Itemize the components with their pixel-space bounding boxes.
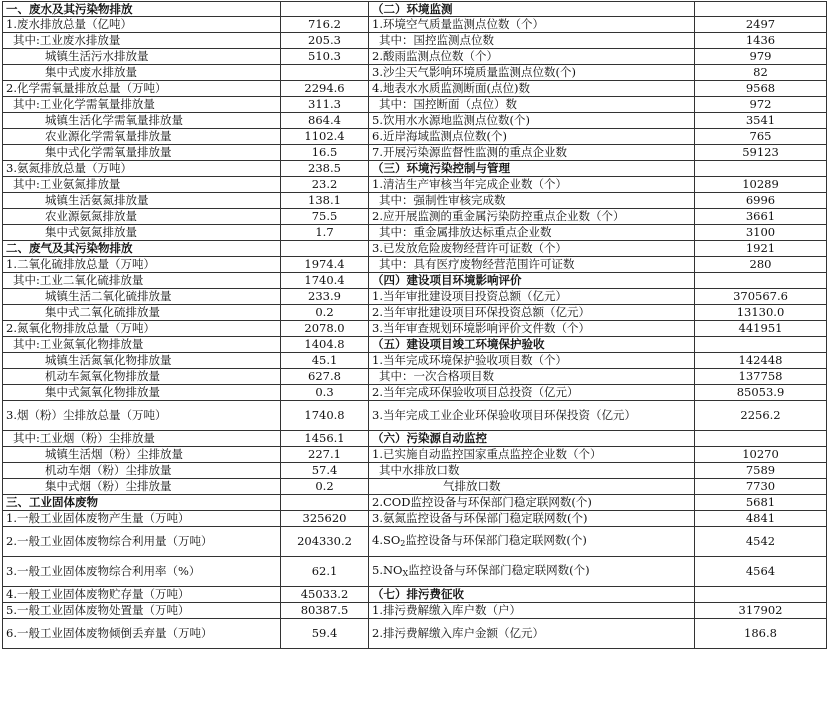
indicator-value-right: 3541: [695, 113, 827, 129]
table-row: [3, 587, 827, 603]
indicator-label-left: 集中式二氧化硫排放量: [3, 305, 281, 321]
table-row: [3, 225, 827, 241]
table-row: [3, 177, 827, 193]
section-heading-left: 三、工业固体废物: [3, 495, 281, 511]
table-row: [3, 401, 827, 431]
indicator-value-left: 627.8: [281, 369, 369, 385]
indicator-label-right: 2.排污费解缴入库户金额（亿元）: [369, 619, 695, 649]
indicator-label-left: 机动车烟（粉）尘排放量: [3, 463, 281, 479]
indicator-label-left: 1.废水排放总量（亿吨）: [3, 17, 281, 33]
indicator-value-right: 82: [695, 65, 827, 81]
indicator-value-left: 233.9: [281, 289, 369, 305]
table-row: [3, 241, 827, 257]
indicator-value-right: 13130.0: [695, 305, 827, 321]
indicator-label-right: 气排放口数: [369, 479, 695, 495]
table-row: [3, 353, 827, 369]
indicator-label-left: 3.氨氮排放总量（万吨）: [3, 161, 281, 177]
label-subscript: X: [402, 568, 409, 578]
indicator-value-right: [695, 337, 827, 353]
indicator-label-left: 6.一般工业固体废物倾倒丢弃量（万吨）: [3, 619, 281, 649]
indicator-value-left: 1974.4: [281, 257, 369, 273]
table-row: [3, 145, 827, 161]
table-row: [3, 431, 827, 447]
table-row: [3, 289, 827, 305]
indicator-value-left: [281, 241, 369, 257]
indicator-label-right: 1.环境空气质量监测点位数（个）: [369, 17, 695, 33]
indicator-value-right: 6996: [695, 193, 827, 209]
indicator-value-right: 186.8: [695, 619, 827, 649]
indicator-label-right: 2.COD监控设备与环保部门稳定联网数(个): [369, 495, 695, 511]
indicator-label-right: 其中：国控断面（点位）数: [369, 97, 695, 113]
indicator-value-left: 62.1: [281, 557, 369, 587]
indicator-value-right: [695, 2, 827, 17]
indicator-label-left: 其中:工业废水排放量: [3, 33, 281, 49]
indicator-value-left: 325620: [281, 511, 369, 527]
statistics-table-body: [3, 2, 827, 649]
indicator-label-right: 4.地表水水质监测断面(点位)数: [369, 81, 695, 97]
indicator-label-right: 7.开展污染源监督性监测的重点企业数: [369, 145, 695, 161]
indicator-value-left: 510.3: [281, 49, 369, 65]
indicator-value-left: 227.1: [281, 447, 369, 463]
indicator-label-left: 集中式氨氮排放量: [3, 225, 281, 241]
indicator-label-right: 2.当年审批建设项目环保投资总额（亿元）: [369, 305, 695, 321]
section-heading-left: 二、废气及其污染物排放: [3, 241, 281, 257]
indicator-label-left: 2.氮氧化物排放总量（万吨）: [3, 321, 281, 337]
indicator-value-left: 1404.8: [281, 337, 369, 353]
indicator-value-left: 45033.2: [281, 587, 369, 603]
indicator-value-right: 85053.9: [695, 385, 827, 401]
indicator-value-right: 3661: [695, 209, 827, 225]
table-row: [3, 257, 827, 273]
indicator-value-right: [695, 273, 827, 289]
indicator-label-right: 其中：具有医疗废物经营范围许可证数: [369, 257, 695, 273]
label-suffix: 监控设备与环保部门稳定联网数(个): [405, 532, 587, 547]
indicator-value-right: 2256.2: [695, 401, 827, 431]
indicator-value-left: [281, 2, 369, 17]
section-heading-right: （四）建设项目环境影响评价: [369, 273, 695, 289]
indicator-value-left: 16.5: [281, 145, 369, 161]
indicator-label-left: 农业源氨氮排放量: [3, 209, 281, 225]
indicator-label-right: 1.排污费解缴入库户数（户）: [369, 603, 695, 619]
indicator-value-left: 1456.1: [281, 431, 369, 447]
indicator-label-right: 1.当年完成环境保护验收项目数（个）: [369, 353, 695, 369]
indicator-label-right: 3.当年完成工业企业环保验收项目环保投资（亿元）: [369, 401, 695, 431]
table-row: [3, 305, 827, 321]
section-heading-right: （七）排污费征收: [369, 587, 695, 603]
section-heading-right: （三）环境污染控制与管理: [369, 161, 695, 177]
indicator-value-right: 10270: [695, 447, 827, 463]
indicator-label-left: 城镇生活化学需氧量排放量: [3, 113, 281, 129]
table-row: [3, 619, 827, 649]
indicator-value-left: 311.3: [281, 97, 369, 113]
indicator-value-left: 2078.0: [281, 321, 369, 337]
indicator-label-left: 4.一般工业固体废物贮存量（万吨）: [3, 587, 281, 603]
indicator-label-left: 其中:工业化学需氧量排放量: [3, 97, 281, 113]
indicator-label-left: 2.一般工业固体废物综合利用量（万吨）: [3, 527, 281, 557]
indicator-label-left: 集中式化学需氧量排放量: [3, 145, 281, 161]
indicator-label-right: 其中：强制性审核完成数: [369, 193, 695, 209]
indicator-label-left: 其中:工业氮氧化物排放量: [3, 337, 281, 353]
table-row: [3, 447, 827, 463]
statistics-table: [2, 1, 827, 649]
indicator-value-left: 45.1: [281, 353, 369, 369]
indicator-label-right: 1.清洁生产审核当年完成企业数（个）: [369, 177, 695, 193]
indicator-value-right: 7589: [695, 463, 827, 479]
table-row: [3, 511, 827, 527]
indicator-label-right: [369, 527, 695, 557]
indicator-value-left: [281, 495, 369, 511]
indicator-label-left: 其中:工业二氧化硫排放量: [3, 273, 281, 289]
table-row: [3, 273, 827, 289]
indicator-value-left: 1740.8: [281, 401, 369, 431]
indicator-value-right: 317902: [695, 603, 827, 619]
indicator-label-right: 其中：国控监测点位数: [369, 33, 695, 49]
indicator-label-right: 1.已实施自动监控国家重点监控企业数（个）: [369, 447, 695, 463]
indicator-value-left: 238.5: [281, 161, 369, 177]
indicator-value-left: 23.2: [281, 177, 369, 193]
indicator-label-right: 3.沙尘天气影响环境质量监测点位数(个): [369, 65, 695, 81]
indicator-value-right: 765: [695, 129, 827, 145]
indicator-label-left: 城镇生活二氧化硫排放量: [3, 289, 281, 305]
indicator-label-left: 集中式氮氧化物排放量: [3, 385, 281, 401]
indicator-label-left: 3.一般工业固体废物综合利用率（%）: [3, 557, 281, 587]
indicator-value-left: 1.7: [281, 225, 369, 241]
indicator-label-right: 其中：一次合格项目数: [369, 369, 695, 385]
indicator-label-left: 城镇生活烟（粉）尘排放量: [3, 447, 281, 463]
indicator-label-left: 集中式废水排放量: [3, 65, 281, 81]
indicator-label-left: 集中式烟（粉）尘排放量: [3, 479, 281, 495]
indicator-value-right: 3100: [695, 225, 827, 241]
label-prefix: 5.NO: [372, 562, 403, 577]
indicator-value-right: [695, 431, 827, 447]
indicator-value-left: 0.2: [281, 479, 369, 495]
table-row: [3, 463, 827, 479]
table-row: [3, 369, 827, 385]
indicator-value-right: 142448: [695, 353, 827, 369]
indicator-label-right: 其中水排放口数: [369, 463, 695, 479]
table-row: [3, 557, 827, 587]
label-suffix: 监控设备与环保部门稳定联网数(个): [408, 562, 590, 577]
indicator-label-left: 2.化学需氧量排放总量（万吨）: [3, 81, 281, 97]
indicator-value-right: 2497: [695, 17, 827, 33]
indicator-label-right: 1.当年审批建设项目投资总额（亿元）: [369, 289, 695, 305]
indicator-label-right: 5.饮用水水源地监测点位数(个): [369, 113, 695, 129]
indicator-value-right: 370567.6: [695, 289, 827, 305]
indicator-value-left: 0.2: [281, 305, 369, 321]
table-row: [3, 97, 827, 113]
indicator-value-right: [695, 587, 827, 603]
indicator-value-right: 137758: [695, 369, 827, 385]
indicator-value-right: 1921: [695, 241, 827, 257]
table-row: [3, 113, 827, 129]
indicator-value-left: 59.4: [281, 619, 369, 649]
indicator-label-left: 3.烟（粉）尘排放总量（万吨）: [3, 401, 281, 431]
indicator-label-left: 5.一般工业固体废物处置量（万吨）: [3, 603, 281, 619]
label-prefix: 4.SO: [372, 532, 401, 547]
indicator-value-right: [695, 161, 827, 177]
indicator-value-right: 59123: [695, 145, 827, 161]
table-row: [3, 65, 827, 81]
table-row: [3, 49, 827, 65]
section-heading-left: 一、废水及其污染物排放: [3, 2, 281, 17]
indicator-label-left: 1.一般工业固体废物产生量（万吨）: [3, 511, 281, 527]
indicator-label-left: 1.二氧化硫排放总量（万吨）: [3, 257, 281, 273]
indicator-value-right: 5681: [695, 495, 827, 511]
indicator-label-left: 农业源化学需氧量排放量: [3, 129, 281, 145]
indicator-label-left: 城镇生活污水排放量: [3, 49, 281, 65]
table-row: [3, 385, 827, 401]
indicator-label-left: 其中:工业烟（粉）尘排放量: [3, 431, 281, 447]
section-heading-right: （五）建设项目竣工环境保护验收: [369, 337, 695, 353]
indicator-value-left: 864.4: [281, 113, 369, 129]
indicator-value-left: 2294.6: [281, 81, 369, 97]
table-row: [3, 81, 827, 97]
indicator-value-left: 57.4: [281, 463, 369, 479]
table-row: [3, 495, 827, 511]
indicator-value-left: 0.3: [281, 385, 369, 401]
table-row: [3, 479, 827, 495]
label-subscript: 2: [400, 538, 406, 548]
indicator-value-right: 4564: [695, 557, 827, 587]
table-row: [3, 209, 827, 225]
table-row: [3, 527, 827, 557]
indicator-label-right: 6.近岸海域监测点位数(个): [369, 129, 695, 145]
indicator-value-left: 1102.4: [281, 129, 369, 145]
indicator-label-right: 2.应开展监测的重金属污染防控重点企业数（个）: [369, 209, 695, 225]
table-row: [3, 2, 827, 17]
indicator-value-right: 441951: [695, 321, 827, 337]
indicator-label-left: 城镇生活氨氮排放量: [3, 193, 281, 209]
indicator-label-right: 2.当年完成环保验收项目总投资（亿元）: [369, 385, 695, 401]
indicator-label-right: 3.已发放危险废物经营许可证数（个）: [369, 241, 695, 257]
table-row: [3, 603, 827, 619]
indicator-value-right: 7730: [695, 479, 827, 495]
table-row: [3, 161, 827, 177]
indicator-label-right: 3.氨氮监控设备与环保部门稳定联网数(个): [369, 511, 695, 527]
indicator-label-right: [369, 557, 695, 587]
indicator-value-right: 10289: [695, 177, 827, 193]
indicator-value-left: 205.3: [281, 33, 369, 49]
table-row: [3, 337, 827, 353]
indicator-label-right: 其中：重金属排放达标重点企业数: [369, 225, 695, 241]
indicator-value-right: 4542: [695, 527, 827, 557]
indicator-label-right: 3.当年审查规划环境影响评价文件数（个）: [369, 321, 695, 337]
indicator-value-left: 204330.2: [281, 527, 369, 557]
indicator-value-right: 9568: [695, 81, 827, 97]
indicator-label-right: 2.酸雨监测点位数（个）: [369, 49, 695, 65]
indicator-label-left: 机动车氮氧化物排放量: [3, 369, 281, 385]
indicator-value-right: 4841: [695, 511, 827, 527]
table-row: [3, 33, 827, 49]
indicator-value-right: 979: [695, 49, 827, 65]
indicator-value-left: 75.5: [281, 209, 369, 225]
table-row: [3, 129, 827, 145]
section-heading-right: （六）污染源自动监控: [369, 431, 695, 447]
indicator-value-left: 80387.5: [281, 603, 369, 619]
table-row: [3, 321, 827, 337]
indicator-value-left: 1740.4: [281, 273, 369, 289]
indicator-label-left: 其中:工业氨氮排放量: [3, 177, 281, 193]
section-heading-right: （二）环境监测: [369, 2, 695, 17]
indicator-value-right: 972: [695, 97, 827, 113]
indicator-label-left: 城镇生活氮氧化物排放量: [3, 353, 281, 369]
indicator-value-right: 1436: [695, 33, 827, 49]
indicator-value-left: 716.2: [281, 17, 369, 33]
table-row: [3, 17, 827, 33]
indicator-value-left: [281, 65, 369, 81]
table-row: [3, 193, 827, 209]
indicator-value-left: 138.1: [281, 193, 369, 209]
indicator-value-right: 280: [695, 257, 827, 273]
